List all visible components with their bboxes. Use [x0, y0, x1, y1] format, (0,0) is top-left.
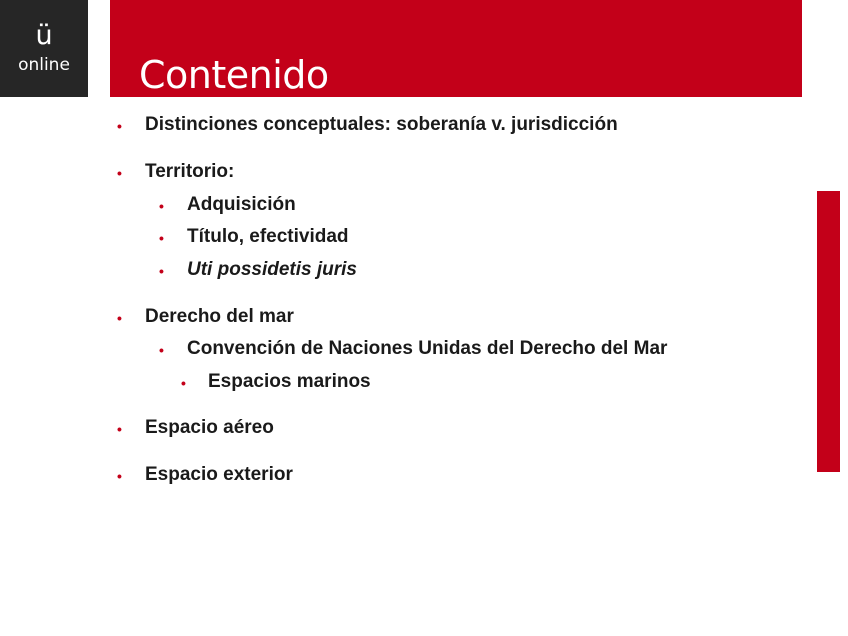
bullet-icon: •	[117, 421, 122, 437]
list-item	[159, 337, 668, 361]
list-item-text: Derecho del mar	[145, 306, 294, 327]
list-item	[159, 193, 296, 217]
bullet-icon: •	[117, 118, 122, 134]
list-item-text: Uti possidetis juris	[187, 259, 357, 280]
list-item-text: Título, efectividad	[187, 226, 349, 247]
logo-mark-icon: ü	[35, 20, 53, 51]
list-item-text: Distinciones conceptuales: soberanía v. jurisdicción	[145, 114, 618, 135]
logo-text: online	[18, 55, 70, 75]
list-item	[159, 225, 349, 249]
list-item	[181, 370, 371, 394]
list-item-text: Espacio exterior	[145, 464, 293, 485]
side-accent-bar	[817, 191, 840, 472]
list-item	[117, 416, 274, 440]
slide-title: Contenido	[139, 53, 329, 97]
list-item-text: Espacios marinos	[208, 371, 371, 392]
bullet-icon: •	[117, 468, 122, 484]
bullet-icon: •	[117, 310, 122, 326]
list-item	[117, 305, 294, 329]
list-item	[159, 258, 357, 282]
list-item-text: Convención de Naciones Unidas del Derecho del Mar	[187, 338, 668, 359]
list-item	[117, 160, 235, 184]
bullet-icon: •	[159, 263, 164, 279]
list-item-text: Espacio aéreo	[145, 417, 274, 438]
bullet-icon: •	[159, 230, 164, 246]
list-item-text: Territorio:	[145, 161, 235, 182]
list-item-text: Adquisición	[187, 194, 296, 215]
bullet-icon: •	[159, 342, 164, 358]
bullet-icon: •	[181, 375, 186, 391]
bullet-icon: •	[117, 165, 122, 181]
list-item	[117, 113, 618, 137]
logo	[0, 0, 88, 97]
list-item	[117, 463, 293, 487]
bullet-icon: •	[159, 198, 164, 214]
